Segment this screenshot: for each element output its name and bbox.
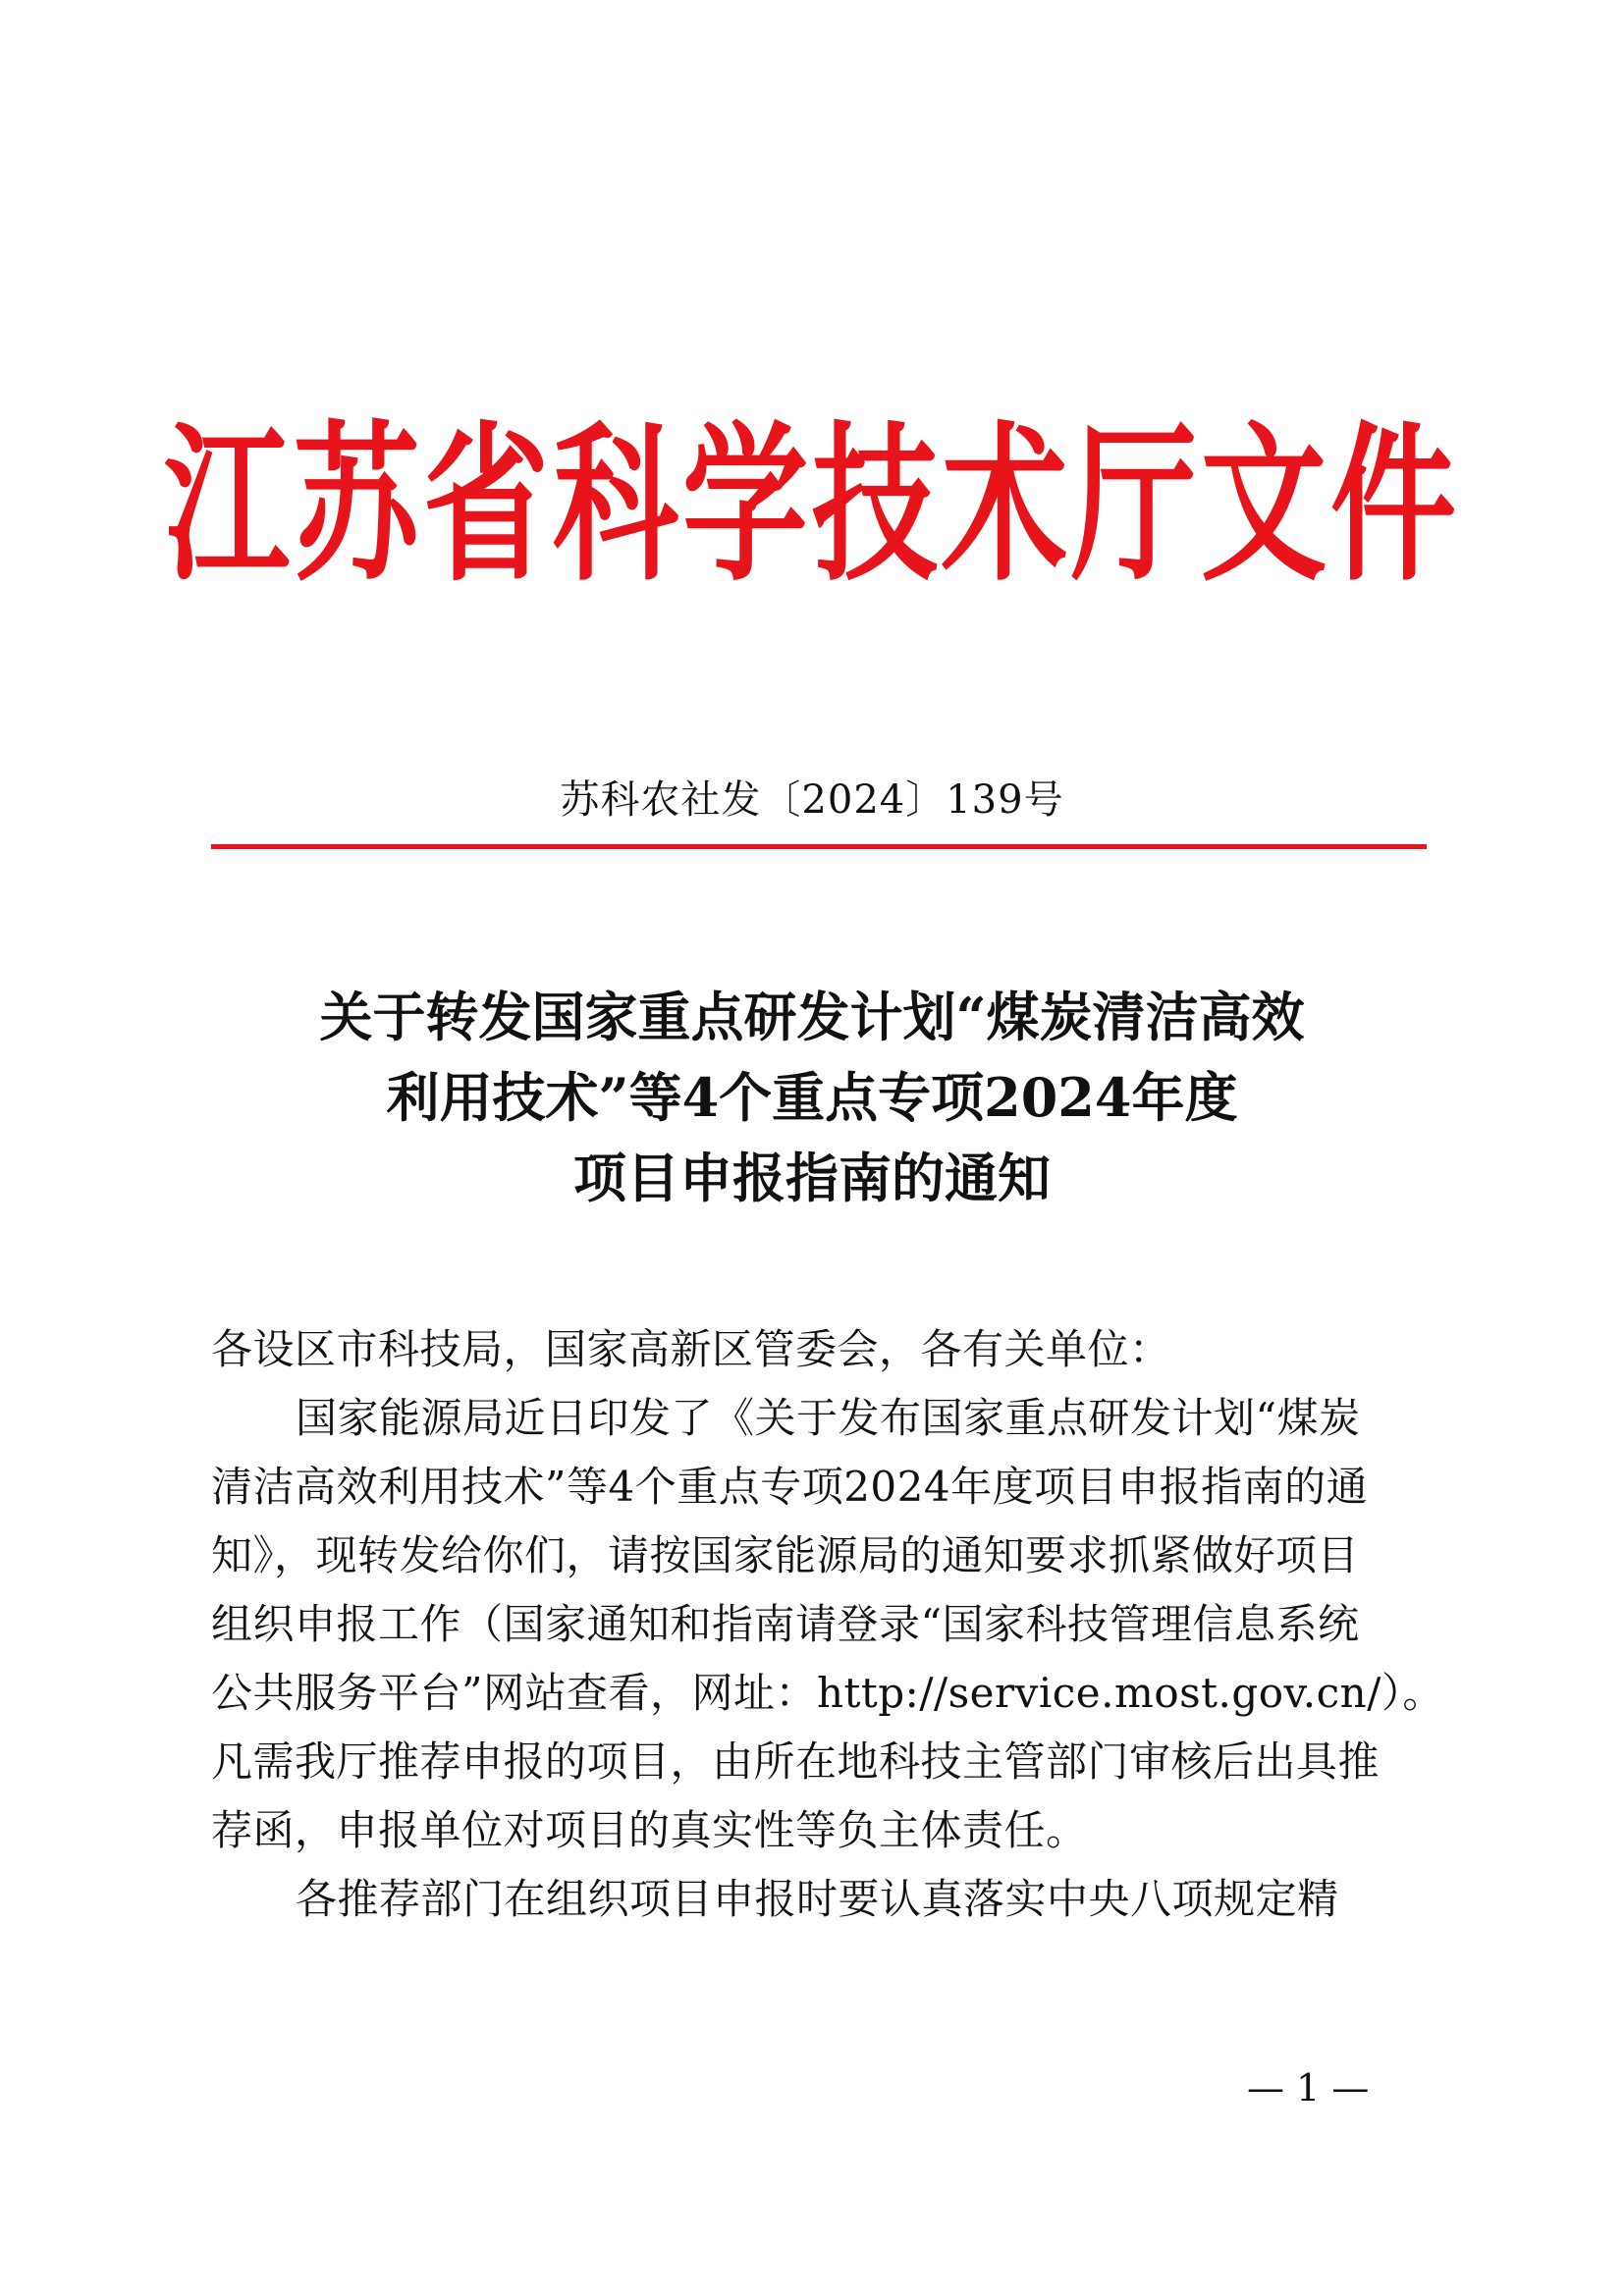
paragraph-1-line-3: 知》，现转发给你们，请按国家能源局的通知要求抓紧做好项目 [211,1531,1360,1579]
salutation: 各设区市科技局，国家高新区管委会，各有关单位： [211,1325,1171,1373]
paragraph-1-line-1: 国家能源局近日印发了《关于发布国家重点研发计划“煤炭 [296,1394,1361,1442]
document-number: 苏科农社发〔2024〕139号 [560,777,1064,823]
paragraph-2-line-1: 各推荐部门在组织项目申报时要认真落实中央八项规定精 [296,1875,1339,1923]
red-divider-line [211,844,1427,849]
page-number: — 1 — [1247,2066,1370,2109]
document-body [211,1315,1444,1934]
paragraph-1-line-2: 清洁高效利用技术”等4个重点专项2024年度项目申报指南的通 [211,1463,1369,1511]
issuer-masthead: 江苏省科学技术厅文件 [163,407,1460,606]
title-line-2: 利用技术”等4个重点专项2024年度 [386,1066,1238,1129]
paragraph-1-line-5: 公共服务平台”网站查看，网址：http://service.most.gov.cn/）。 [211,1669,1444,1717]
document-title [0,977,1624,1218]
paragraph-1-line-6: 凡需我厅推荐申报的项目，由所在地科技主管部门审核后出具推 [211,1737,1380,1786]
title-line-3: 项目申报指南的通知 [573,1147,1051,1209]
paragraph-1-line-7: 荐函，申报单位对项目的真实性等负主体责任。 [211,1806,1088,1854]
paragraph-1-line-4: 组织申报工作（国家通知和指南请登录“国家科技管理信息系统 [211,1600,1360,1648]
title-line-1: 关于转发国家重点研发计划“煤炭清洁高效 [319,986,1305,1048]
